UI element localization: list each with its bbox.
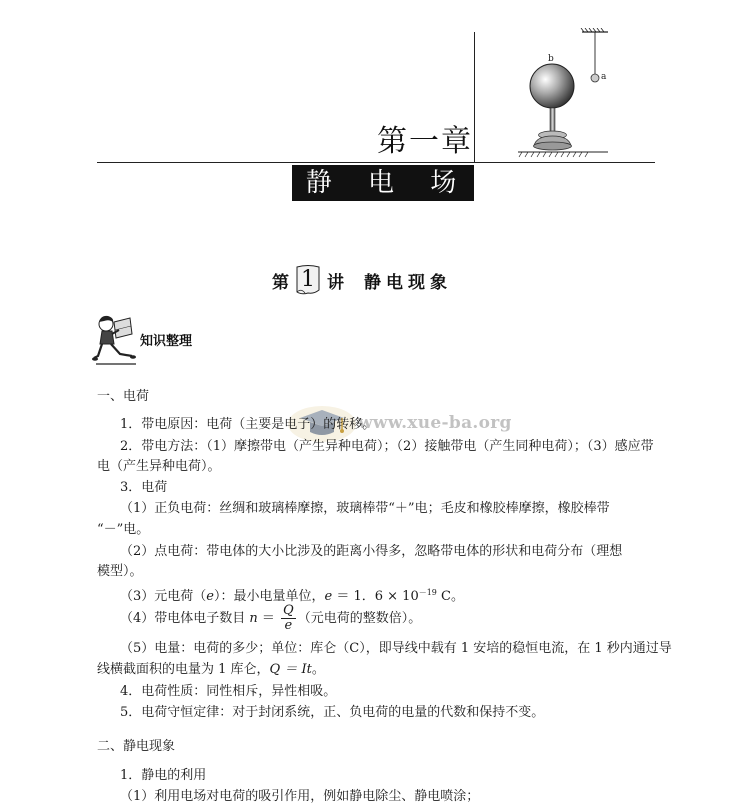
item-2-line-2: 电（产生异种电荷）。 xyxy=(97,459,221,474)
item-3-3-val: ＝ 1．6 × 10 xyxy=(332,589,419,604)
item-s2-1: 1．静电的利用 xyxy=(120,768,207,783)
item-3-4-eq: ＝ xyxy=(257,611,280,626)
item-3-4-pre: （4）带电体电子数目 xyxy=(120,611,250,626)
item-3-1-line-1: （1）正负电荷：丝绸和玻璃棒摩擦，玻璃棒带“＋”电；毛皮和橡胶棒摩擦，橡胶棒带 xyxy=(120,501,610,516)
fraction-numerator: Q xyxy=(283,603,294,618)
header-vertical-rule xyxy=(474,32,475,163)
item-3-3-eq: e xyxy=(324,589,333,604)
knowledge-section-title: 知识整理 xyxy=(140,334,193,349)
item-3-3-var: e xyxy=(206,589,214,604)
lecture-title xyxy=(272,262,452,298)
item-3-4-post: （元电荷的整数倍）。 xyxy=(297,611,422,626)
item-3-3-unit: C。 xyxy=(436,589,464,604)
header-horizontal-rule xyxy=(97,162,655,163)
item-3-4-var: n xyxy=(249,611,258,626)
item-3-3-exponent: －19 xyxy=(418,588,437,597)
watermark-text: www.xue-ba.org xyxy=(358,413,512,433)
item-3-2-line-1: （2）点电荷：带电体的大小比涉及的距离小得多，忽略带电体的形状和电荷分布（理想 xyxy=(120,544,623,559)
item-s2-1-1: （1）利用电场对电荷的吸引作用，例如静电除尘、静电喷涂； xyxy=(120,789,480,804)
lecture-suffix: 讲 xyxy=(327,272,344,293)
item-3-2-line-2: 模型）。 xyxy=(97,564,143,579)
item-3-5-formula: Q ＝ It xyxy=(269,662,312,677)
lecture-name: 静电现象 xyxy=(364,272,452,293)
item-3-3-mid: ）：最小电量单位， xyxy=(213,589,325,604)
item-1: 1．带电原因：电荷（主要是电子）的转移。 xyxy=(120,417,376,432)
ball-b-label: b xyxy=(548,54,554,64)
item-3-5-line-2-post: 。 xyxy=(311,662,325,677)
item-3-5-line-2 xyxy=(97,661,325,679)
ball-a-label: a xyxy=(601,72,607,82)
item-5: 5．电荷守恒定律：对于封闭系统，正、负电荷的电量的代数和保持不变。 xyxy=(120,705,545,720)
chapter-number: 第一章 xyxy=(377,124,473,159)
reading-student-icon xyxy=(92,312,140,368)
fraction-q-over-e xyxy=(281,604,296,633)
lecture-number-badge xyxy=(294,263,322,297)
item-2-line-1: 2．带电方法：（1）摩擦带电（产生异种电荷）；（2）接触带电（产生同种电荷）；（3）感应带 xyxy=(120,439,654,454)
item-3-4 xyxy=(120,604,421,633)
section-heading-electrostatics: 二、静电现象 xyxy=(97,739,176,754)
item-3-1-line-2: “－”电。 xyxy=(97,522,150,537)
item-3: 3．电荷 xyxy=(120,480,168,495)
fraction-denominator: e xyxy=(284,618,293,633)
item-3-5-line-2-pre: 线横截面积的电量为 1 库仑， xyxy=(97,662,270,677)
section-heading-charge: 一、电荷 xyxy=(97,389,150,404)
lecture-prefix: 第 xyxy=(272,272,289,293)
lecture-number: 1 xyxy=(301,267,315,292)
item-4: 4．电荷性质：同性相斥，异性相吸。 xyxy=(120,684,337,699)
item-3-3-pre: （3）元电荷（ xyxy=(120,589,207,604)
electroscope-illustration xyxy=(510,28,610,160)
item-3-5-line-1: （5）电量：电荷的多少；单位：库仑（C），即导线中载有 1 安培的稳恒电流，在 1 秒内通过导 xyxy=(120,641,672,656)
chapter-title: 静 电 场 xyxy=(305,168,471,198)
